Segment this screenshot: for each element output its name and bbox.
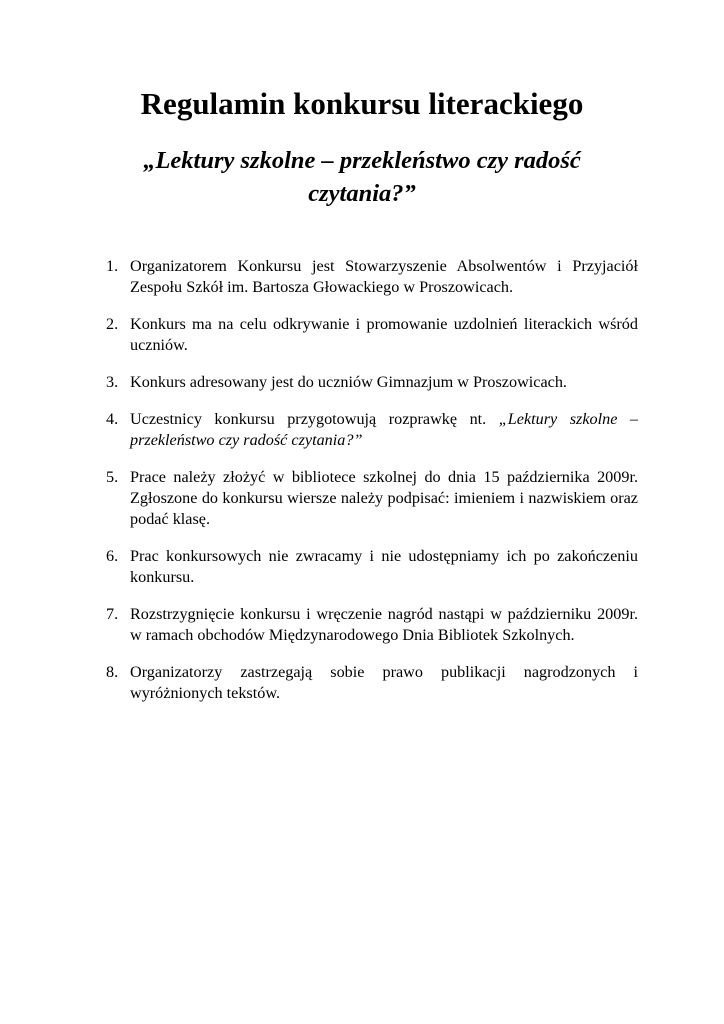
rule-text: Rozstrzygnięcie konkursu i wręczenie nagród nastąpi w październiku 2009r. w ramach obchodów Międzynarodowego Dnia Bibliotek Szkolnych. bbox=[130, 605, 638, 644]
rule-number: 2. bbox=[106, 315, 119, 333]
rule-text bbox=[130, 409, 638, 451]
rule-number: 5. bbox=[106, 468, 119, 486]
rule-text: Organizatorzy zastrzegają sobie prawo publikacji nagrodzonych i wyróżnionych tekstów. bbox=[130, 663, 638, 702]
rule-item-7 bbox=[106, 604, 638, 646]
rule-item-5 bbox=[106, 467, 638, 530]
rule-text: Konkurs ma na celu odkrywanie i promowanie uzdolnień literackich wśród uczniów. bbox=[130, 315, 638, 354]
rules-list bbox=[106, 256, 638, 720]
rule-item-2 bbox=[106, 314, 638, 356]
rule-item-8 bbox=[106, 662, 638, 704]
rule-number: 1. bbox=[106, 257, 119, 275]
rule-item-1 bbox=[106, 256, 638, 298]
rule-text: Organizatorem Konkursu jest Stowarzyszenie Absolwentów i Przyjaciół Zespołu Szkół im. Bartosza Głowackiego w Proszowicach. bbox=[130, 257, 638, 296]
rule-number: 6. bbox=[106, 547, 119, 565]
rule-item-6 bbox=[106, 546, 638, 588]
rule-text: Prac konkursowych nie zwracamy i nie udostępniamy ich po zakończeniu konkursu. bbox=[130, 547, 638, 586]
rule-text-plain: Uczestnicy konkursu przygotowują rozprawkę nt. bbox=[130, 410, 499, 428]
rule-text: Konkurs adresowany jest do uczniów Gimnazjum w Proszowicach. bbox=[130, 373, 567, 391]
rule-number: 3. bbox=[106, 373, 119, 391]
rule-item-3 bbox=[106, 372, 638, 393]
rule-text-italic: „Lektury szkolne – przekleństwo czy radość czytania?” bbox=[130, 410, 638, 449]
rule-item-4 bbox=[106, 409, 638, 451]
rule-number: 4. bbox=[106, 410, 119, 428]
rule-number: 8. bbox=[106, 663, 119, 681]
rule-number: 7. bbox=[106, 605, 119, 623]
document-subtitle: „Lektury szkolne – przekleństwo czy radość czytania?” bbox=[143, 147, 581, 207]
document-title: Regulamin konkursu literackiego bbox=[140, 86, 584, 121]
rule-text: Prace należy złożyć w bibliotece szkolnej do dnia 15 października 2009r. Zgłoszone do konkursu wiersze należy podpisać: imieniem i nazwiskiem oraz podać klasę. bbox=[130, 468, 638, 528]
